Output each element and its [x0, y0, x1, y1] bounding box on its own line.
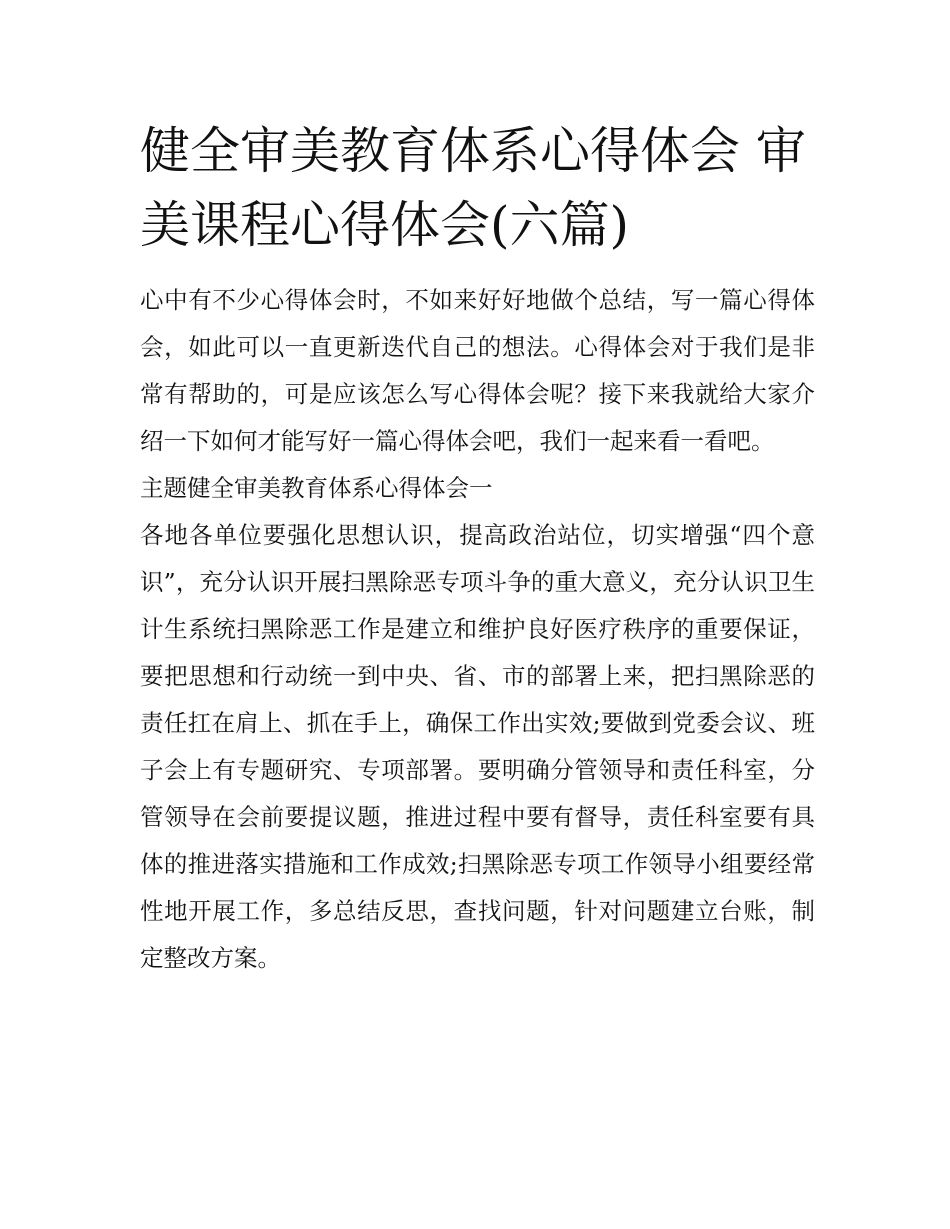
section-heading: 主题健全审美教育体系心得体会一 [140, 474, 493, 502]
document-content [140, 114, 815, 982]
document-title: 健全审美教育体系心得体会 审美课程心得体会(六篇) [140, 122, 806, 254]
intro-paragraph: 心中有不少心得体会时，不如来好好地做个总结，写一篇心得体会，如此可以一直更新迭代自己的想法。心得体会对于我们是非常有帮助的，可是应该怎么写心得体会呢？接下来我就给大家介绍一下如何才能写好一篇心得体会吧，我们一起来看一看吧。 [140, 286, 815, 455]
section-body-paragraph: 各地各单位要强化思想认识，提高政治站位，切实增强“四个意识”，充分认识开展扫黑除恶专项斗争的重大意义，充分认识卫生计生系统扫黑除恶工作是建立和维护良好医疗秩序的重要保证，要把思想和行动统一到中央、省、市的部署上来，把扫黑除恶的责任扛在肩上、抓在手上，确保工作出实效;要做到党委会议、班子会上有专题研究、专项部署。要明确分管领导和责任科室，分管领导在会前要提议题，推进过程中要有督导，责任科室要有具体的推进落实措施和工作成效;扫黑除恶专项工作领导小组要经常性地开展工作，多总结反思，查找问题，针对问题建立台账，制定整改方案。 [140, 521, 815, 972]
